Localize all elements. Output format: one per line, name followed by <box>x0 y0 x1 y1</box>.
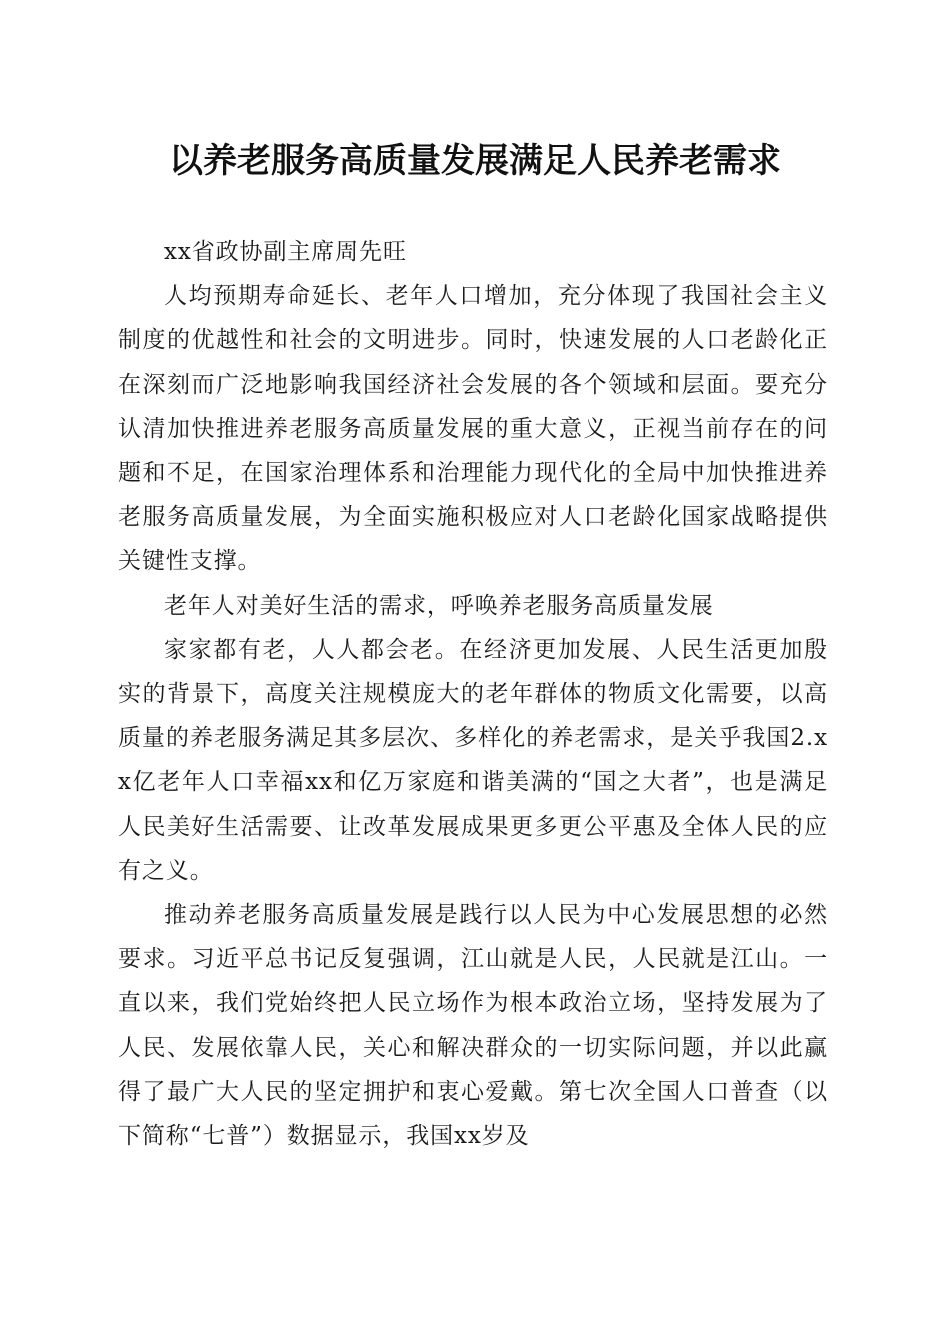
paragraph: 人均预期寿命延长、老年人口增加，充分体现了我国社会主义制度的优越性和社会的文明进步。同时，快速发展的人口老龄化正在深刻而广泛地影响我国经济社会发展的各个领域和层面。要充分认清加快推进养老服务高质量发展的重大意义，正视当前存在的问题和不足，在国家治理体系和治理能力现代化的全局中加快推进养老服务高质量发展，为全面实施积极应对人口老龄化国家战略提供关键性支撑。 <box>118 283 828 575</box>
paragraph: 推动养老服务高质量发展是践行以人民为中心发展思想的必然要求。习近平总书记反复强调，江山就是人民，人民就是江山。一直以来，我们党始终把人民立场作为根本政治立场，坚持发展为了人民、发展依靠人民，关心和解决群众的一切实际问题，并以此赢得了最广大人民的坚定拥护和衷心爱戴。第七次全国人口普查（以下简称“七普”）数据显示，我国xx岁及 <box>118 902 828 1150</box>
document-title: 以养老服务高质量发展满足人民养老需求 <box>169 141 781 181</box>
document-body <box>118 230 828 1158</box>
section-heading: 老年人对美好生活的需求，呼唤养老服务高质量发展 <box>164 592 714 619</box>
paragraph: 家家都有老，人人都会老。在经济更加发展、人民生活更加殷实的背景下，高度关注规模庞大的老年群体的物质文化需要，以高质量的养老服务满足其多层次、多样化的养老需求，是关乎我国2.xx亿老年人口幸福xx和亿万家庭和谐美满的“国之大者”，也是满足人民美好生活需要、让改革发展成果更多更公平惠及全体人民的应有之义。 <box>118 636 828 884</box>
author-line: xx省政协副主席周先旺 <box>164 239 407 265</box>
